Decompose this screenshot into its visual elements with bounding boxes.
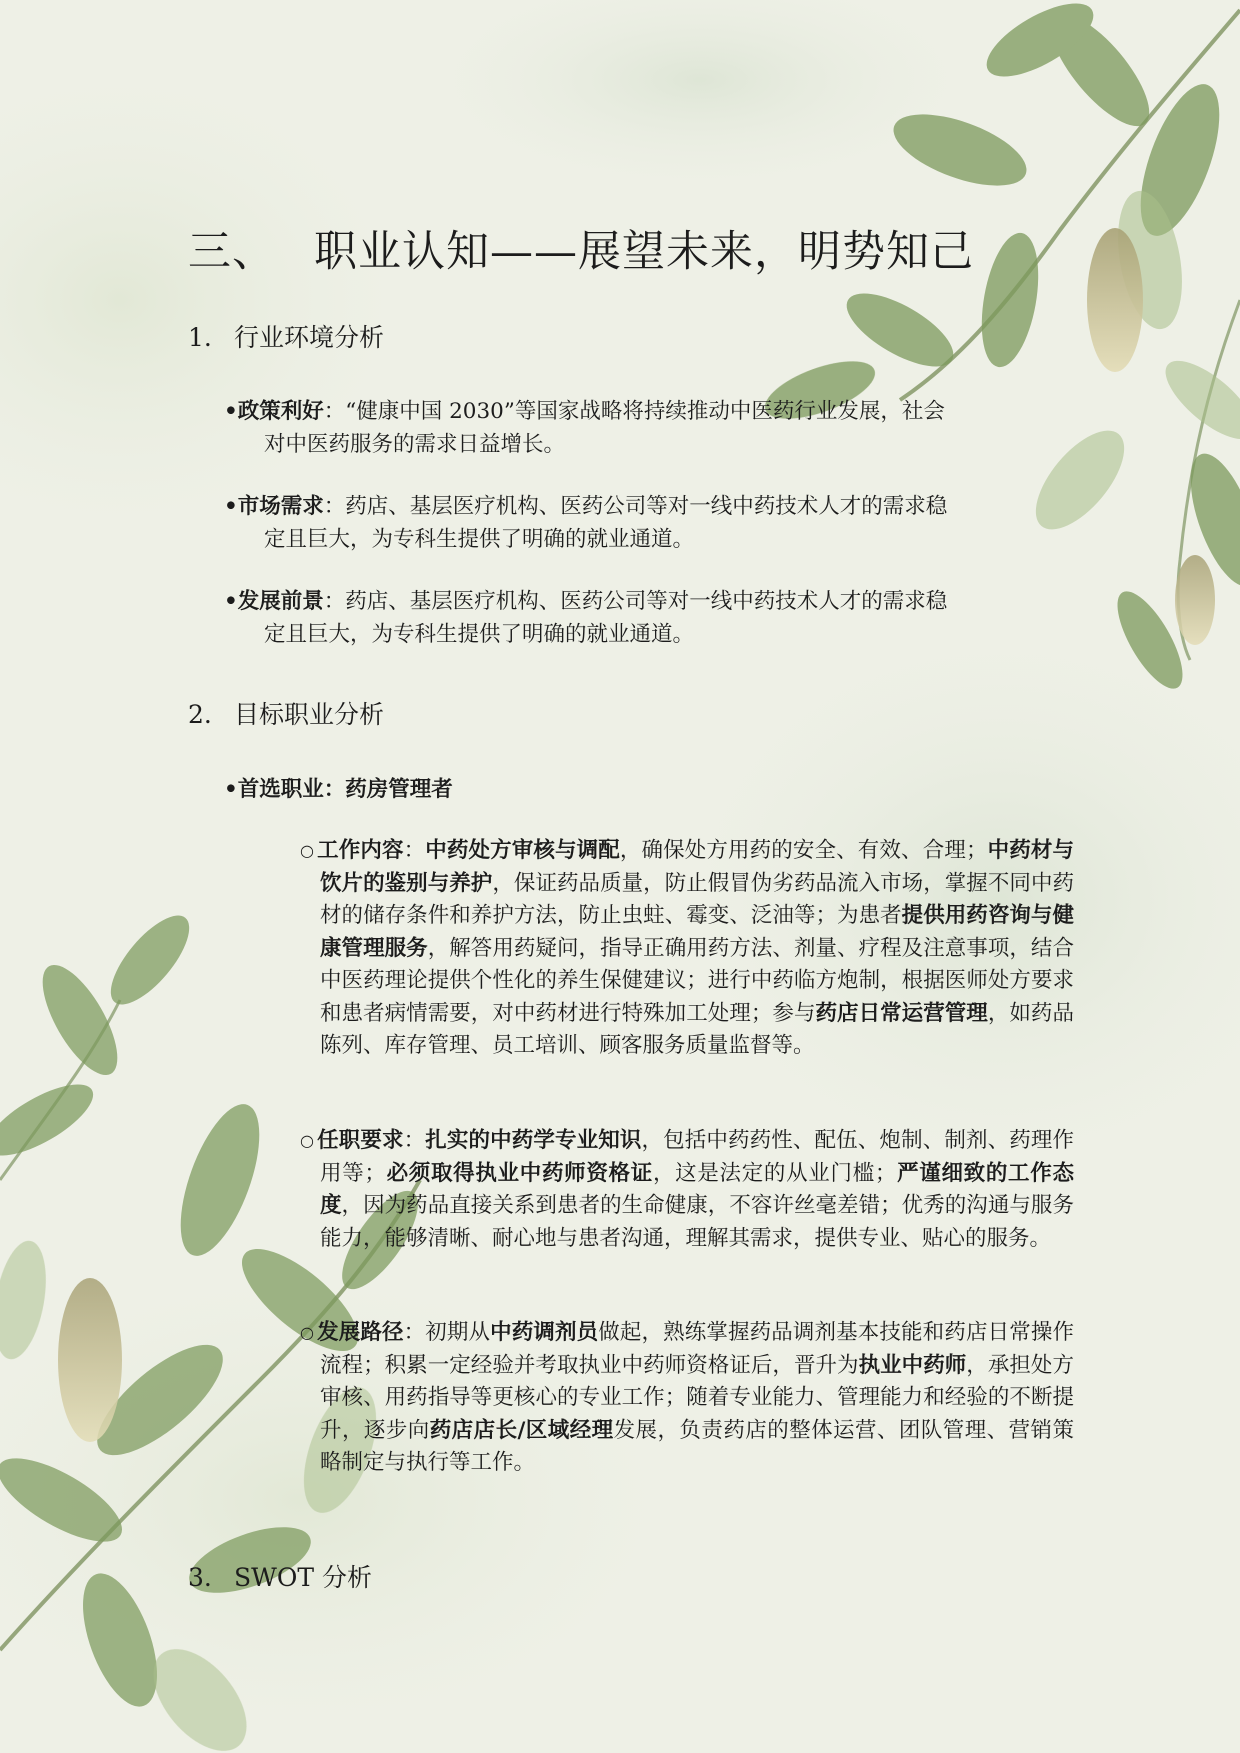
sub-work-content: ○ 工作内容：中药处方审核与调配，确保处方用药的安全、有效、合理；中药材与饮片的鉴别与养护，保证药品质量，防止假冒伪劣药品流入市场，掌握不同中药材的储存条件和养护方法，防止虫蛀、霉变、泛油等；为患者提供用药咨询与健康管理服务，解答用药疑问，指导正确用药方法、剂量、疗程及注意事项，结合中医药理论提供个性化的养生保健建议；进行中药临方炮制，根据医师处方要求和患者病情需要，对中药材进行特殊加工处理；参与药店日常运营管理，如药品陈列、库存管理、员工培训、顾客服务质量监督等。 bbox=[300, 838, 1074, 1058]
bullet-lead: 发展前景 bbox=[237, 589, 324, 614]
bullet-icon: • bbox=[224, 494, 238, 519]
first-choice-label: 首选职业：药房管理者 bbox=[237, 777, 453, 802]
heading-target-career bbox=[188, 695, 384, 731]
heading-swot bbox=[188, 1558, 372, 1594]
heading-text: 行业环境分析 bbox=[234, 323, 385, 352]
heading-number: 1. bbox=[188, 323, 212, 352]
sub-career-path: ○ 发展路径：初期从中药调剂员做起，熟练掌握药品调剂基本技能和药店日常操作流程；积累一定经验并考取执业中药师资格证后，晋升为执业中药师，承担处方审核、用药指导等更核心的专业工作；随着专业能力、管理能力和经验的不断提升，逐步向药店店长/区域经理发展，负责药店的整体运营、团队管理、营销策略制定与执行等工作。 bbox=[300, 1320, 1074, 1475]
heading-number: 2. bbox=[188, 700, 212, 729]
bullet-text-line1: “健康中国 2030”等国家战略将持续推动中医药行业发展，社会 bbox=[345, 399, 945, 424]
bullet-icon: • bbox=[224, 399, 238, 424]
bullet-icon: • bbox=[224, 589, 238, 614]
sub-label: 工作内容 bbox=[317, 838, 404, 863]
bullet-text-line2: 对中医药服务的需求日益增长。 bbox=[264, 431, 566, 457]
circle-bullet-icon: ○ bbox=[300, 1131, 315, 1150]
sub-requirements: ○ 任职要求：扎实的中药学专业知识，包括中药药性、配伍、炮制、制剂、药理作用等；必须取得执业中药师资格证，这是法定的从业门槛；严谨细致的工作态度，因为药品直接关系到患者的生命健康，不容许丝毫差错；优秀的沟通与服务能力，能够清晰、耐心地与患者沟通，理解其需求，提供专业、贴心的服务。 bbox=[300, 1128, 1074, 1251]
bullet-lead: 政策利好 bbox=[237, 399, 324, 424]
section-title bbox=[188, 218, 974, 279]
bullet-text-line2: 定且巨大，为专科生提供了明确的就业通道。 bbox=[264, 621, 695, 647]
heading-text: SWOT 分析 bbox=[234, 1563, 372, 1592]
bullet-text-line2: 定且巨大，为专科生提供了明确的就业通道。 bbox=[264, 526, 695, 552]
heading-number: 3. bbox=[188, 1563, 212, 1592]
bullet-text-line1: 药店、基层医疗机构、医药公司等对一线中药技术人才的需求稳 bbox=[345, 494, 948, 519]
bullet-icon: • bbox=[224, 777, 238, 802]
section-number: 三、 bbox=[188, 227, 276, 277]
section-title-text: 职业认知——展望未来，明势知己 bbox=[314, 227, 974, 277]
sub-label: 任职要求 bbox=[317, 1128, 404, 1153]
bullet-policy: •政策利好：“健康中国 2030”等国家战略将持续推动中医药行业发展，社会 对中医药服务的需求日益增长。 bbox=[224, 396, 1066, 461]
heading-text: 目标职业分析 bbox=[234, 700, 385, 729]
bullet-market: •市场需求：药店、基层医疗机构、医药公司等对一线中药技术人才的需求稳 定且巨大，为专科生提供了明确的就业通道。 bbox=[224, 491, 1066, 556]
bullet-text-line1: 药店、基层医疗机构、医药公司等对一线中药技术人才的需求稳 bbox=[345, 589, 948, 614]
heading-industry-analysis bbox=[188, 318, 384, 354]
sub-label: 发展路径 bbox=[317, 1320, 404, 1345]
circle-bullet-icon: ○ bbox=[300, 1323, 315, 1342]
circle-bullet-icon: ○ bbox=[300, 841, 315, 860]
bullet-prospect: •发展前景：药店、基层医疗机构、医药公司等对一线中药技术人才的需求稳 定且巨大，为专科生提供了明确的就业通道。 bbox=[224, 586, 1066, 651]
bullet-lead: 市场需求 bbox=[237, 494, 324, 519]
bullet-first-choice bbox=[224, 774, 1066, 807]
